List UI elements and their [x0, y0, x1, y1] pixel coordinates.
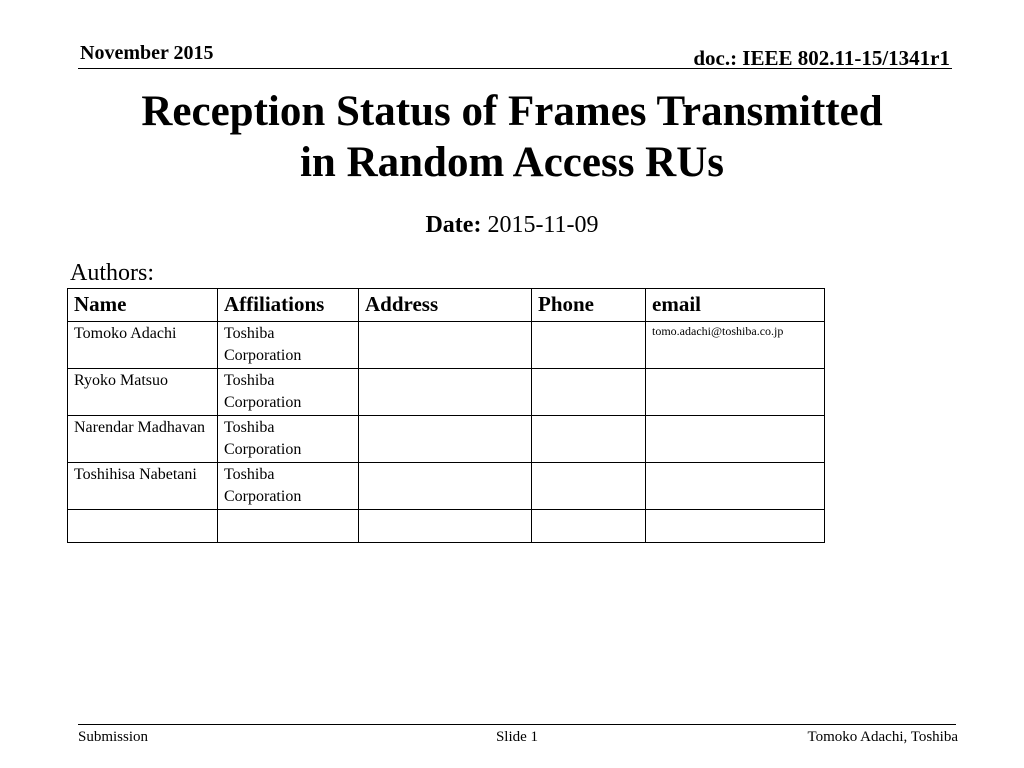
- author-affiliation: [218, 510, 359, 543]
- slide-title-line-1: Reception Status of Frames Transmitted: [141, 88, 883, 135]
- footer-divider: [78, 724, 956, 725]
- authors-table: [67, 288, 825, 543]
- author-affiliation: Toshiba Corporation: [218, 463, 359, 510]
- slide-title-line-2: in Random Access RUs: [299, 139, 725, 186]
- date-label: Date:: [425, 212, 482, 238]
- author-email: [646, 463, 825, 510]
- author-address: [359, 369, 532, 416]
- author-name: [68, 510, 218, 543]
- author-phone: [532, 416, 646, 463]
- author-email: tomo.adachi@toshiba.co.jp: [646, 322, 825, 369]
- author-phone: [532, 322, 646, 369]
- column-header-email: email: [646, 289, 825, 322]
- table-row: [68, 322, 825, 369]
- table-row: [68, 463, 825, 510]
- table-row: [68, 510, 825, 543]
- column-header-address: Address: [359, 289, 532, 322]
- header-divider: [78, 68, 952, 69]
- header-doc-id: doc.: IEEE 802.11-15/1341r1: [693, 46, 950, 70]
- author-affiliation: Toshiba Corporation: [218, 416, 359, 463]
- footer-submission: Submission: [78, 729, 149, 745]
- author-affiliation: Toshiba Corporation: [218, 322, 359, 369]
- author-address: [359, 416, 532, 463]
- author-affiliation: Toshiba Corporation: [218, 369, 359, 416]
- author-phone: [532, 510, 646, 543]
- author-name: Ryoko Matsuo: [68, 369, 218, 416]
- author-name: Narendar Madhavan: [68, 416, 218, 463]
- author-phone: [532, 369, 646, 416]
- footer-slide-number: Slide 1: [495, 729, 539, 745]
- author-address: [359, 463, 532, 510]
- author-name: Tomoko Adachi: [68, 322, 218, 369]
- date-value: 2015-11-09: [487, 212, 599, 238]
- author-address: [359, 322, 532, 369]
- table-row: [68, 416, 825, 463]
- author-phone: [532, 463, 646, 510]
- footer-author: Tomoko Adachi, Toshiba: [807, 729, 958, 745]
- column-header-affiliations: Affiliations: [218, 289, 359, 322]
- authors-label: Authors:: [70, 260, 154, 286]
- date-line: [0, 212, 1024, 239]
- author-email: [646, 510, 825, 543]
- author-name: Toshihisa Nabetani: [68, 463, 218, 510]
- column-header-name: Name: [68, 289, 218, 322]
- header-date: November 2015: [80, 42, 214, 64]
- author-email: [646, 369, 825, 416]
- slide-title: [0, 86, 1024, 188]
- author-email: [646, 416, 825, 463]
- column-header-phone: Phone: [532, 289, 646, 322]
- author-address: [359, 510, 532, 543]
- authors-table-header: [68, 289, 825, 322]
- table-row: [68, 369, 825, 416]
